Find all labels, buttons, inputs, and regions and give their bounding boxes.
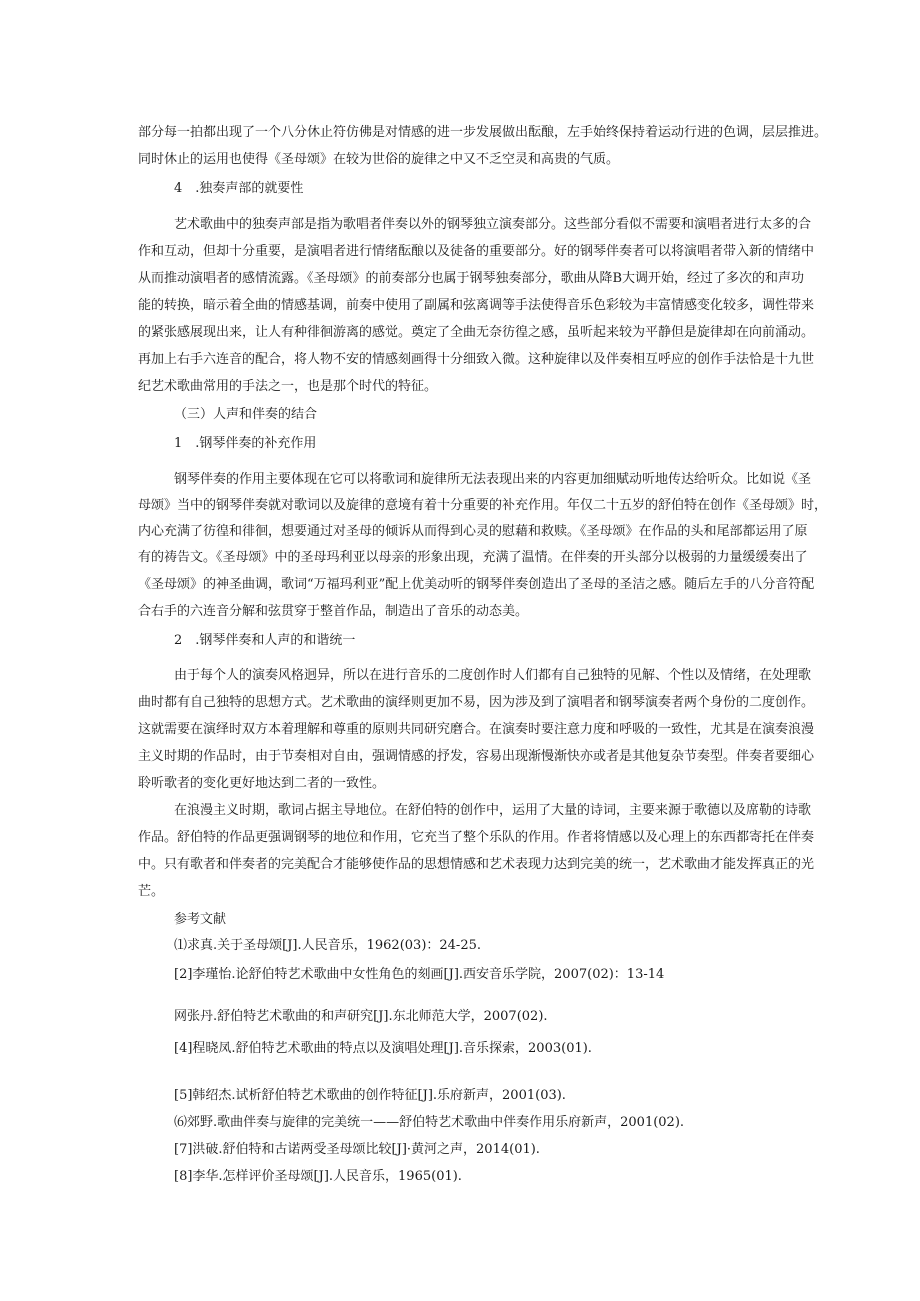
- reference-item: [5]韩绍杰.试析舒伯特艺术歌曲的创作特征[J].乐府新声，2001(03).: [174, 1088, 566, 1103]
- paragraph-line: 这就需要在演绎时双方本着理解和尊重的原则共同研究磨合。在演奏时要注意力度和呼吸的一致性，尤其是在演奏浪漫: [138, 722, 815, 737]
- section-heading: （三）人声和伴奏的结合: [174, 407, 318, 422]
- references-title: 参考文献: [174, 912, 227, 927]
- paragraph-line: 同时休止的运用也使得《圣母颂》在较为世俗的旋律之中又不乏空灵和高贵的气质。: [138, 152, 620, 167]
- reference-item: [8]李华.怎样评价圣母颂[J].人民音乐，1965(01).: [174, 1169, 462, 1184]
- paragraph-line: 聆听歌者的变化更好地达到二者的一致性。: [138, 776, 386, 791]
- paragraph-line: 从而推动演唱者的感情流露。《圣母颂》的前奏部分也属于钢琴独奏部分，歌曲从降B大调开始，经过了多次的和声功: [138, 271, 805, 286]
- section-heading: 4 .独奏声部的就要性: [174, 181, 304, 196]
- paragraph-line: 钢琴伴奏的作用主要体现在它可以将歌词和旋律所无法表现出来的内容更加细赋动听地传达给听众。比如说《圣: [174, 472, 812, 487]
- paragraph-line: 芒。: [138, 884, 165, 899]
- reference-item: ⑹郊野.歌曲伴奏与旋律的完美统一——舒伯特艺术歌曲中伴奏作用乐府新声，2001(02).: [174, 1115, 685, 1130]
- paragraph-line: 主义时期的作品时，由于节奏相对自由，强调情感的抒发，容易出现渐慢渐快亦或者是其他复杂节奏型。伴奏者要细心: [138, 749, 815, 764]
- paragraph-line: 部分每一拍都出现了一个八分休止符仿佛是对情感的进一步发展做出酝酿，左手始终保持着运动行进的色调，层层推进。: [138, 125, 828, 140]
- subsection-heading: 1 .钢琴伴奏的补充作用: [174, 436, 317, 451]
- reference-item: [7]洪破.舒伯特和古诺两受圣母颂比较[J]·黄河之声，2014(01).: [174, 1142, 540, 1157]
- reference-item: 网张丹.舒伯特艺术歌曲的和声研究[J].东北师范大学，2007(02).: [174, 1009, 548, 1024]
- subsection-heading: 2 .钢琴伴奏和人声的和谐统一: [174, 633, 356, 648]
- paragraph-line: 再加上右手六连音的配合，将人物不安的情感刻画得十分细致入微。这种旋律以及伴奏相互呼应的创作手法恰是十九世: [138, 352, 815, 367]
- reference-item: [2]李瑾怡.论舒伯特艺术歌曲中女性角色的刻画[J].西安音乐学院，2007(02)：13-14: [174, 967, 665, 982]
- paragraph-line: 合右手的六连音分解和弦贯穿于整首作品，制造出了音乐的动态美。: [138, 604, 529, 619]
- paragraph-line: 《圣母颂》的神圣曲调，歌词“万福玛利亚”配上优美动听的钢琴伴奏创造出了圣母的圣洁之感。随后左手的八分音符配: [138, 577, 815, 592]
- paragraph-line: 曲时都有自己独特的思想方式。艺术歌曲的演绎则更加不易，因为涉及到了演唱者和钢琴演奏者两个身份的二度创作。: [138, 695, 815, 710]
- paragraph-line: 由于每个人的演奏风格迥异，所以在进行音乐的二度创作时人们都有自己独特的见解、个性以及情绪，在处理歌: [174, 668, 812, 683]
- paragraph-line: 内心充满了彷徨和徘徊，想要通过对圣母的倾诉从而得到心灵的慰藉和救赎。《圣母颂》在作品的头和尾部都运用了原: [138, 524, 808, 539]
- paragraph-line: 能的转换，暗示着全曲的情感基调，前奏中使用了副属和弦离调等手法使得音乐色彩较为丰富情感变化较多，调性带来: [138, 298, 815, 313]
- paragraph-line: 在浪漫主义时期，歌词占据主导地位。在舒伯特的创作中，运用了大量的诗词，主要来源于歌德以及席勒的诗歌: [174, 803, 812, 818]
- reference-item: [4]程晓凤.舒伯特艺术歌曲的特点以及演唱处理[J].音乐探索，2003(01).: [174, 1041, 592, 1056]
- paragraph-line: 有的祷告文。《圣母颂》中的圣母玛利亚以母亲的形象出现，充满了温情。在伴奏的开头部分以极弱的力量缓缓奏出了: [138, 550, 808, 565]
- reference-item: ⑴求真.关于圣母颂[J].人民音乐，1962(03)：24-25.: [174, 938, 481, 953]
- paragraph-line: 中。只有歌者和伴奏者的完美配合才能够使作品的思想情感和艺术表现力达到完美的统一，艺术歌曲才能发挥真正的光: [138, 857, 815, 872]
- paragraph-line: 纪艺术歌曲常用的手法之一，也是那个时代的特征。: [138, 379, 438, 394]
- paragraph-line: 作和互动，但却十分重要，是演唱者进行情绪酝酿以及徒备的重要部分。好的钢琴伴奏者可以将演唱者带入新的情绪中: [138, 244, 815, 259]
- paragraph-line: 的紧张感展现出来，让人有种徘徊游离的感觉。奠定了全曲无奈彷徨之感，虽听起来较为平静但是旋律却在向前涌动。: [138, 325, 815, 340]
- paragraph-line: 艺术歌曲中的独奏声部是指为歌唱者伴奏以外的钢琴独立演奏部分。这些部分看似不需要和演唱者进行太多的合: [174, 217, 812, 232]
- paragraph-line: 作品。舒伯特的作品更强调钢琴的地位和作用，它充当了整个乐队的作用。作者将情感以及心理上的东西都寄托在伴奏: [138, 830, 815, 845]
- paragraph-line: 母颂》当中的钢琴伴奏就对歌词以及旋律的意境有着十分重要的补充作用。年仅二十五岁的舒伯特在创作《圣母颂》时，: [138, 498, 828, 513]
